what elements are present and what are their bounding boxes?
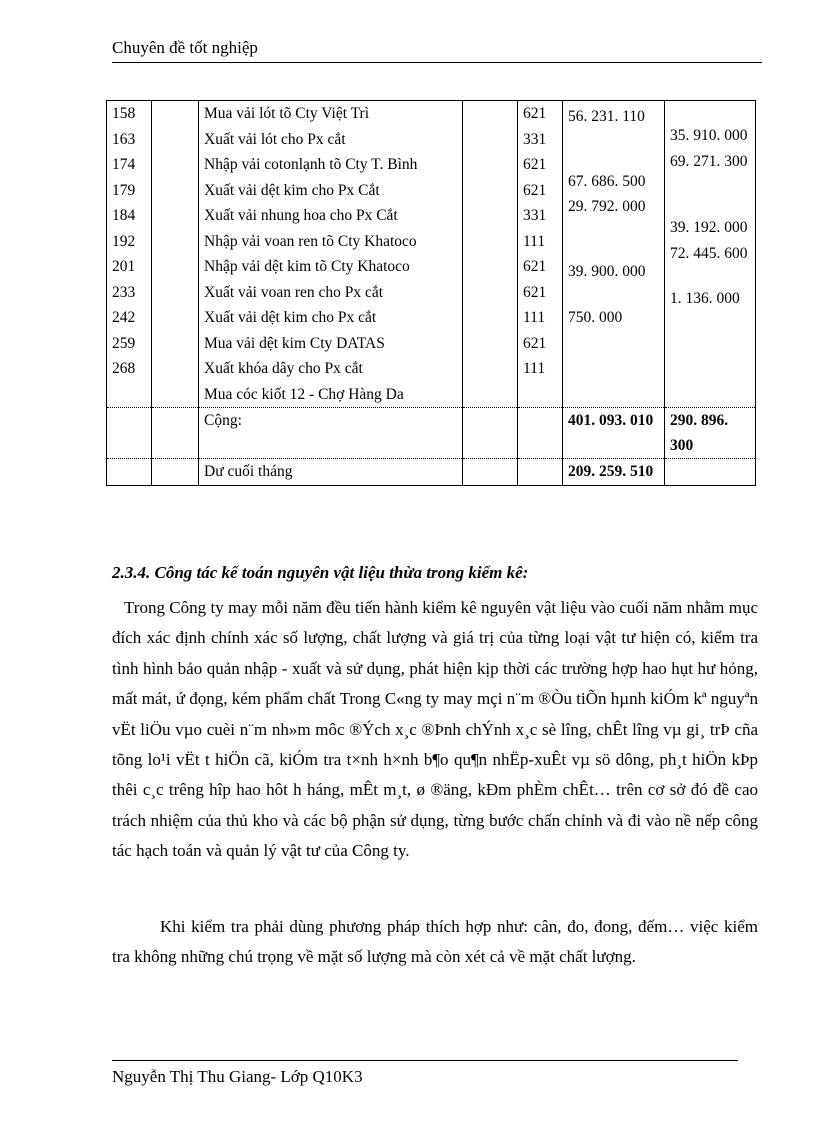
account-code: 331 — [523, 130, 547, 148]
paragraph-2: Khi kiểm tra phải dùng phương pháp thích hợp như: cân, đo, đong, đếm… việc kiểm tra không những chú trọng về mặt số lượng mà còn xét cả về mặt chất lượng. — [112, 917, 758, 967]
total-credit-value: 290. 896. 300 — [670, 412, 729, 454]
credit-amount: 39. 192. 000 — [670, 219, 748, 236]
doc-number: 163 — [112, 130, 136, 148]
doc-number: 192 — [112, 232, 136, 250]
doc-number: 184 — [112, 207, 136, 224]
description: Nhập vải dệt kim tõ Cty Khatoco — [204, 258, 410, 275]
doc-number: 268 — [112, 360, 136, 377]
total-label-text: Cộng: — [204, 412, 242, 429]
account-code: 621 — [523, 156, 547, 173]
account-code: 111 — [523, 360, 546, 377]
debit-amount: 29. 792. 000 — [568, 198, 646, 215]
account-code: 621 — [523, 181, 547, 199]
total-row — [107, 408, 756, 459]
total-label — [199, 408, 463, 459]
date-column — [152, 101, 199, 408]
doc-number-column — [107, 101, 152, 408]
account-code: 111 — [523, 309, 546, 326]
description: Mua vải dệt kim Cty DATAS — [204, 334, 385, 352]
closing-row — [107, 459, 756, 486]
debit-column — [563, 101, 665, 408]
empty-cell — [152, 408, 199, 459]
account-code: 621 — [523, 258, 547, 275]
footer-rule — [112, 1060, 738, 1061]
description: Xuất vải voan ren cho Px cắt — [204, 283, 384, 301]
header-rule — [112, 62, 762, 63]
account-column — [518, 101, 563, 408]
closing-label-text: Dư cuối tháng — [204, 463, 293, 480]
table-row — [107, 101, 756, 408]
empty-cell — [152, 459, 199, 486]
doc-number: 201 — [112, 258, 136, 275]
empty-cell — [107, 459, 152, 486]
empty-cell — [665, 459, 756, 486]
description: Mua cóc kiốt 12 - Chợ Hàng Da — [204, 385, 404, 403]
page-header-title: Chuyên đề tốt nghiệp — [112, 38, 258, 57]
blank-column — [463, 101, 518, 408]
doc-number: 242 — [112, 309, 136, 326]
paragraph-1: Trong Công ty may mỗi năm đều tiến hành kiểm kê nguyên vật liệu vào cuối năm nhằm mục đích xác định chính xác số lượng, chất lượng và giá trị của từng loại vật tư hiện có, kiểm tra tình hình bảo quản nhập - xuất và sử dụng, phát hiện kịp thời các trường hợp hao hụt hư hỏng, mất mát, ứ đọng, kém phẩm chất Trong C«ng ty may mçi n¨m ®Òu tiÕn hµnh kiÓm kª nguyªn vËt liÖu vµo cuèi n¨m nh»m môc ®Ých x¸c ®Þnh chÝnh x¸c sè lîng, chÊt lîng vµ gi¸ trÞ cña tõng lo¹i vËt t hiÖn cã, kiÓm tra t×nh h×nh b¶o qu¶n nhËp-xuÊt vµ sö dông, ph¸t hiÖn kÞp thêi c¸c trêng hîp hao hôt h háng, mÊt m¸t, ø ®äng, kÐm phÈm chÊt… trên cơ sở đó đề cao trách nhiệm của thủ kho và các bộ phận sử dụng, từng bước chấn chỉnh và đi vào nề nếp công tác hạch toán và quản lý vật tư của Công ty. — [112, 598, 758, 861]
description-column — [199, 101, 463, 408]
doc-number: 174 — [112, 156, 136, 173]
description: Xuất vải lót cho Px cắt — [204, 130, 346, 148]
description: Nhập vải cotonlạnh tõ Cty T. Bình — [204, 156, 418, 173]
total-debit — [563, 408, 665, 459]
description: Nhập vải voan ren tõ Cty Khatoco — [204, 232, 417, 250]
doc-number: 233 — [112, 283, 136, 301]
closing-debit-value: 209. 259. 510 — [568, 463, 654, 480]
credit-amount: 69. 271. 300 — [670, 153, 748, 170]
account-code: 331 — [523, 207, 547, 224]
doc-number: 158 — [112, 105, 136, 122]
description: Xuất khóa dây cho Px cắt — [204, 360, 363, 377]
account-code: 111 — [523, 232, 546, 250]
closing-debit — [563, 459, 665, 486]
account-code: 621 — [523, 283, 547, 301]
debit-amount: 67. 686. 500 — [568, 173, 646, 190]
empty-cell — [107, 408, 152, 459]
doc-number: 179 — [112, 181, 136, 199]
debit-amount: 750. 000 — [568, 309, 623, 326]
total-credit — [665, 408, 756, 459]
description: Xuất vải dệt kim cho Px cắt — [204, 309, 377, 326]
ledger-table — [106, 100, 756, 486]
description: Mua vải lót tõ Cty Việt Trì — [204, 105, 369, 122]
total-debit-value: 401. 093. 010 — [568, 412, 654, 429]
empty-cell — [518, 459, 563, 486]
description: Xuất vải dệt kim cho Px Cắt — [204, 181, 380, 199]
account-code: 621 — [523, 334, 547, 352]
credit-column — [665, 101, 756, 408]
description: Xuất vải nhung hoa cho Px Cắt — [204, 207, 398, 224]
empty-cell — [463, 459, 518, 486]
debit-amount: 39. 900. 000 — [568, 263, 646, 280]
footer-author: Nguyễn Thị Thu Giang- Lớp Q10K3 — [112, 1067, 363, 1086]
empty-cell — [518, 408, 563, 459]
section-heading: 2.3.4. Công tác kế toán nguyên vật liệu thừa trong kiểm kê: — [112, 563, 529, 582]
account-code: 621 — [523, 105, 547, 122]
empty-cell — [463, 408, 518, 459]
debit-amount: 56. 231. 110 — [568, 108, 645, 125]
credit-amount: 35. 910. 000 — [670, 127, 748, 144]
closing-label — [199, 459, 463, 486]
credit-amount: 1. 136. 000 — [670, 290, 740, 307]
doc-number: 259 — [112, 334, 136, 352]
credit-amount: 72. 445. 600 — [670, 245, 748, 262]
